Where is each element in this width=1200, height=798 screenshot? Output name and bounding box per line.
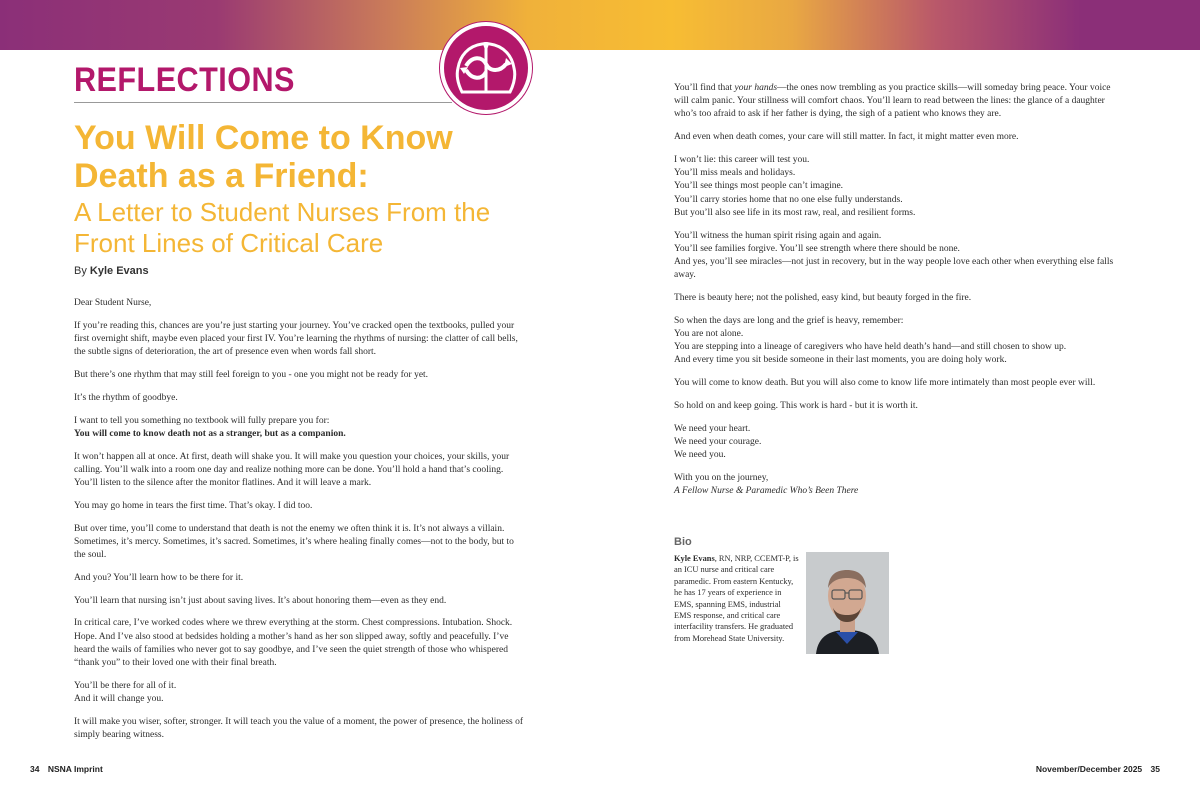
paragraph-line: We need your heart. bbox=[674, 423, 751, 434]
signoff bbox=[674, 472, 1124, 498]
paragraph-line: You’ll miss meals and holidays. bbox=[674, 168, 796, 179]
page-number-right: 35 bbox=[1150, 764, 1160, 774]
byline bbox=[74, 265, 534, 277]
paragraph: But over time, you’ll come to understand that death is not the enemy we often think it is. It’s not always a villain. Sometimes, it’s mercy. Sometimes, it’s sacred. Sometimes, it’s where healing finally comes—not to the body, but to the soul. bbox=[74, 523, 514, 560]
footer-left bbox=[24, 764, 103, 774]
paragraph bbox=[674, 154, 1124, 220]
paragraph: You will come to know death. But you will also come to know life more intimately than most people ever will. bbox=[674, 378, 1096, 389]
byline-prefix: By bbox=[74, 265, 87, 277]
paragraph: It won’t happen all at once. At first, death will shake you. It will make you question your choices, your skills, your calling. You’ll walk into a room one day and realize nothing more can be done. You’ll hold a hand that’s cooling. You’ll listen to the silence after the monitor flatlines. And it will leave a mark. bbox=[74, 451, 510, 488]
paragraph: If you’re reading this, chances are you’re just starting your journey. You’ve cracked open the textbooks, pulled your first overnight shift, maybe even placed your first IV. You’re learning the rhythms of nursing: the clatter of call bells, the subtle signs of deterioration, the art of presence even when words fall short. bbox=[74, 320, 518, 358]
bio-heading: Bio bbox=[674, 536, 692, 548]
paragraph bbox=[674, 423, 1124, 463]
paragraph-line: I won’t lie: this career will test you. bbox=[674, 155, 810, 165]
bio-name: Kyle Evans bbox=[674, 554, 715, 563]
paragraph: There is beauty here; not the polished, easy kind, but beauty forged in the fire. bbox=[674, 293, 972, 304]
paragraph-line: And every time you sit beside someone in their last moments, you are doing holy work. bbox=[674, 355, 1007, 366]
paragraph-line: So when the days are long and the grief is heavy, remember: bbox=[674, 315, 904, 326]
magazine-name: NSNA Imprint bbox=[47, 764, 103, 774]
footer-right bbox=[1036, 764, 1166, 774]
paragraph-line: And it will change you. bbox=[74, 694, 164, 704]
paragraph bbox=[674, 315, 1124, 368]
paragraph-line: You are not alone. bbox=[674, 329, 744, 340]
left-column-body bbox=[74, 297, 524, 752]
bold-statement: You will come to know death not as a stranger, but as a companion. bbox=[74, 428, 346, 439]
paragraph-line: You’ll carry stories home that no one else fully understands. bbox=[674, 194, 903, 205]
paragraph-line: But you’ll also see life in its most raw, real, and resilient forms. bbox=[674, 207, 916, 218]
paragraph-text: You’ll find that bbox=[674, 83, 735, 93]
section-label: REFLECTIONS bbox=[74, 61, 295, 99]
paragraph bbox=[74, 680, 524, 706]
paragraph-text: —the ones now trembling as you practice skills—will someday bring peace. Your voice will calm panic. Your stillness will comfort chaos. You’ll learn to read between the lines: the glance of a daughter who’s too afraid to ask if her father is dying, the sigh of a patient who knows they are. bbox=[674, 83, 1111, 120]
paragraph: So hold on and keep going. This work is hard - but it is worth it. bbox=[674, 401, 918, 412]
article-title: You Will Come to Know Death as a Friend: bbox=[74, 119, 453, 195]
signoff-signature: A Fellow Nurse & Paramedic Who’s Been There bbox=[674, 486, 859, 497]
bio-description: , RN, NRP, CCEMT-P, is an ICU nurse and critical care paramedic. From eastern Kentucky, he has 17 years of experience in EMS, spanning EMS, industrial EMS response, and critical care interfacility transfers. He graduated from Morehead State University. bbox=[674, 554, 799, 643]
paragraph: And you? You’ll learn how to be there for it. bbox=[74, 572, 244, 583]
paragraph: You may go home in tears the first time. That’s okay. I did too. bbox=[74, 500, 313, 511]
article-subtitle: A Letter to Student Nurses From the Front Lines of Critical Care bbox=[74, 197, 491, 258]
paragraph: It’s the rhythm of goodbye. bbox=[74, 392, 178, 403]
paragraph: In critical care, I’ve worked codes where we threw everything at the storm. Chest compressions. Intubation. Shock. Hope. And I’ve also stood at bedsides holding a mother’s hand as her son slipped away, softly and peacefully. I’ve heard the wails of families who never got to say goodbye, and I’ve seen the quiet strength of those who whispered “thank you” to their loved one with their final breath. bbox=[74, 618, 513, 668]
paragraph bbox=[74, 415, 524, 441]
paragraph: It will make you wiser, softer, stronger. It will teach you the value of a moment, the power of presence, the holiness of simply bearing witness. bbox=[74, 716, 524, 740]
paragraph bbox=[674, 230, 1124, 283]
paragraph-line: We need you. bbox=[674, 450, 726, 461]
article-header bbox=[74, 60, 534, 277]
paragraph-line: We need your courage. bbox=[674, 437, 762, 448]
right-column-body bbox=[674, 82, 1124, 508]
author-portrait-photo bbox=[806, 552, 889, 654]
author-name: Kyle Evans bbox=[89, 265, 149, 277]
paragraph-line: You’ll witness the human spirit rising again and again. bbox=[674, 230, 882, 241]
paragraph: You’ll learn that nursing isn’t just about saving lives. It’s about honoring them—even as they end. bbox=[74, 595, 447, 606]
paragraph: But there’s one rhythm that may still feel foreign to you - one you might not be ready for yet. bbox=[74, 370, 429, 380]
top-color-band bbox=[0, 0, 1200, 50]
paragraph-line: You’ll be there for all of it. bbox=[74, 680, 177, 691]
paragraph-line: You’ll see things most people can’t imagine. bbox=[674, 181, 844, 192]
portrait-illustration bbox=[806, 552, 889, 654]
bio-text bbox=[674, 553, 800, 644]
issue-date: November/December 2025 bbox=[1035, 764, 1143, 774]
signoff-line: With you on the journey, bbox=[674, 473, 769, 484]
section-divider bbox=[74, 102, 452, 103]
paragraph: And even when death comes, your care will still matter. In fact, it might matter even more. bbox=[674, 132, 1019, 143]
paragraph-line: And yes, you’ll see miracles—not just in recovery, but in the way people love each other when everything else falls away. bbox=[674, 257, 1114, 281]
paragraph-line: I want to tell you something no textbook will fully prepare you for: bbox=[74, 415, 330, 426]
paragraph bbox=[674, 82, 1124, 122]
page-number-left: 34 bbox=[30, 764, 40, 774]
salutation: Dear Student Nurse, bbox=[74, 298, 152, 308]
emphasis-text: your hands bbox=[734, 83, 778, 93]
paragraph-line: You are stepping into a lineage of caregivers who have held death’s hand—and still chosen to show up. bbox=[674, 342, 1067, 353]
paragraph-line: You’ll see families forgive. You’ll see strength where there should be none. bbox=[674, 243, 960, 254]
